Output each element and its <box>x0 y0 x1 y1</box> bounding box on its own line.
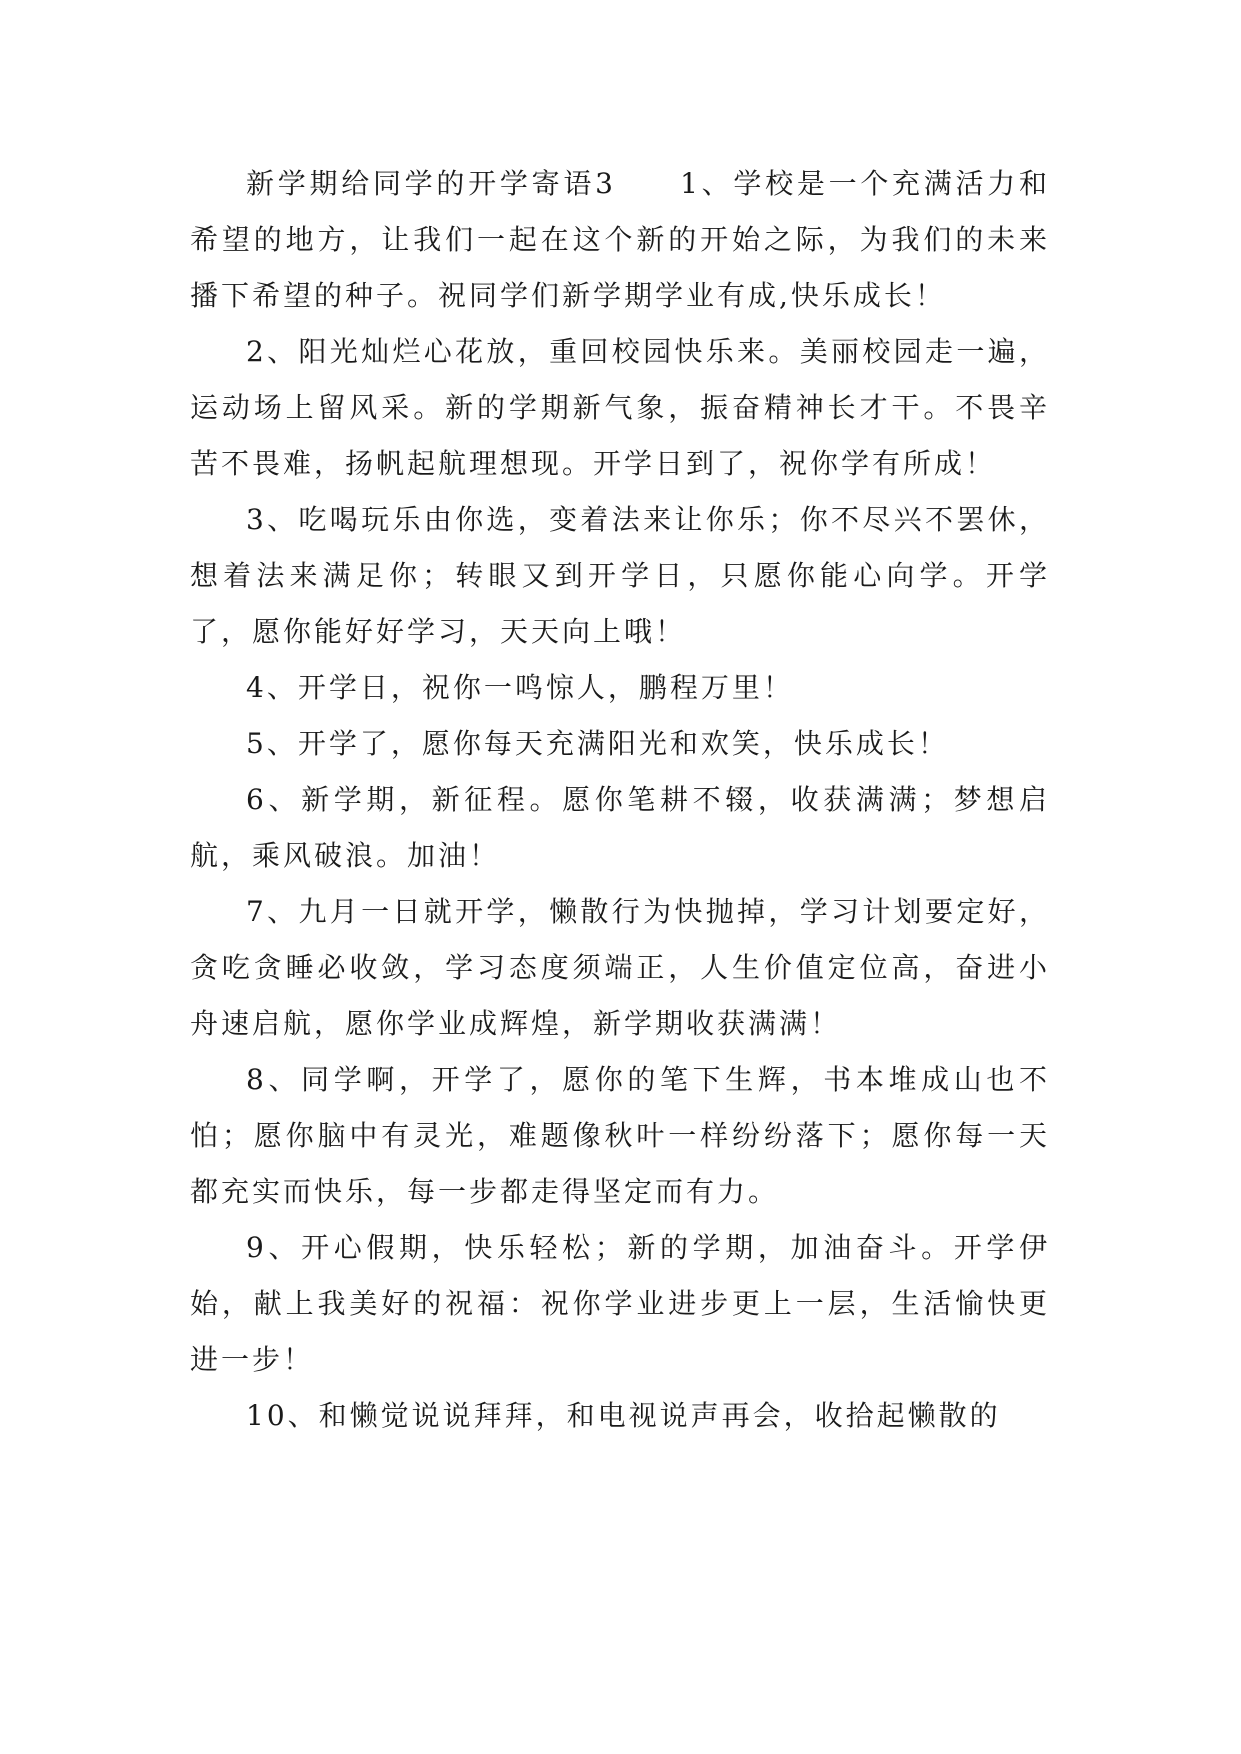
document-body <box>190 156 1050 1444</box>
paragraph-2: 2、阳光灿烂心花放，重回校园快乐来。美丽校园走一遍，运动场上留风采。新的学期新气象，振奋精神长才干。不畏辛苦不畏难，扬帆起航理想现。开学日到了，祝你学有所成！ <box>190 335 1050 480</box>
paragraph-4: 4、开学日，祝你一鸣惊人，鹏程万里！ <box>246 671 794 704</box>
paragraph-10: 10、和懒觉说说拜拜，和电视说声再会，收拾起懒散的 <box>246 1399 1001 1432</box>
paragraph-5: 5、开学了，愿你每天充满阳光和欢笑，快乐成长！ <box>246 727 949 760</box>
paragraph-8: 8、同学啊，开学了，愿你的笔下生辉，书本堆成山也不怕；愿你脑中有灵光，难题像秋叶一样纷纷落下；愿你每一天都充实而快乐，每一步都走得坚定而有力。 <box>190 1063 1050 1208</box>
paragraph-1: 新学期给同学的开学寄语3 1、学校是一个充满活力和希望的地方，让我们一起在这个新的开始之际，为我们的未来播下希望的种子。祝同学们新学期学业有成,快乐成长！ <box>190 167 1050 312</box>
paragraph-3: 3、吃喝玩乐由你选，变着法来让你乐；你不尽兴不罢休，想着法来满足你；转眼又到开学日，只愿你能心向学。开学了，愿你能好好学习，天天向上哦！ <box>190 503 1050 648</box>
paragraph-6: 6、新学期，新征程。愿你笔耕不辍，收获满满；梦想启航，乘风破浪。加油！ <box>190 783 1050 872</box>
paragraph-9: 9、开心假期，快乐轻松；新的学期，加油奋斗。开学伊始，献上我美好的祝福：祝你学业进步更上一层，生活愉快更进一步！ <box>190 1231 1050 1376</box>
paragraph-7: 7、九月一日就开学，懒散行为快抛掉，学习计划要定好，贪吃贪睡必收敛，学习态度须端正，人生价值定位高，奋进小舟速启航，愿你学业成辉煌，新学期收获满满！ <box>190 895 1050 1040</box>
